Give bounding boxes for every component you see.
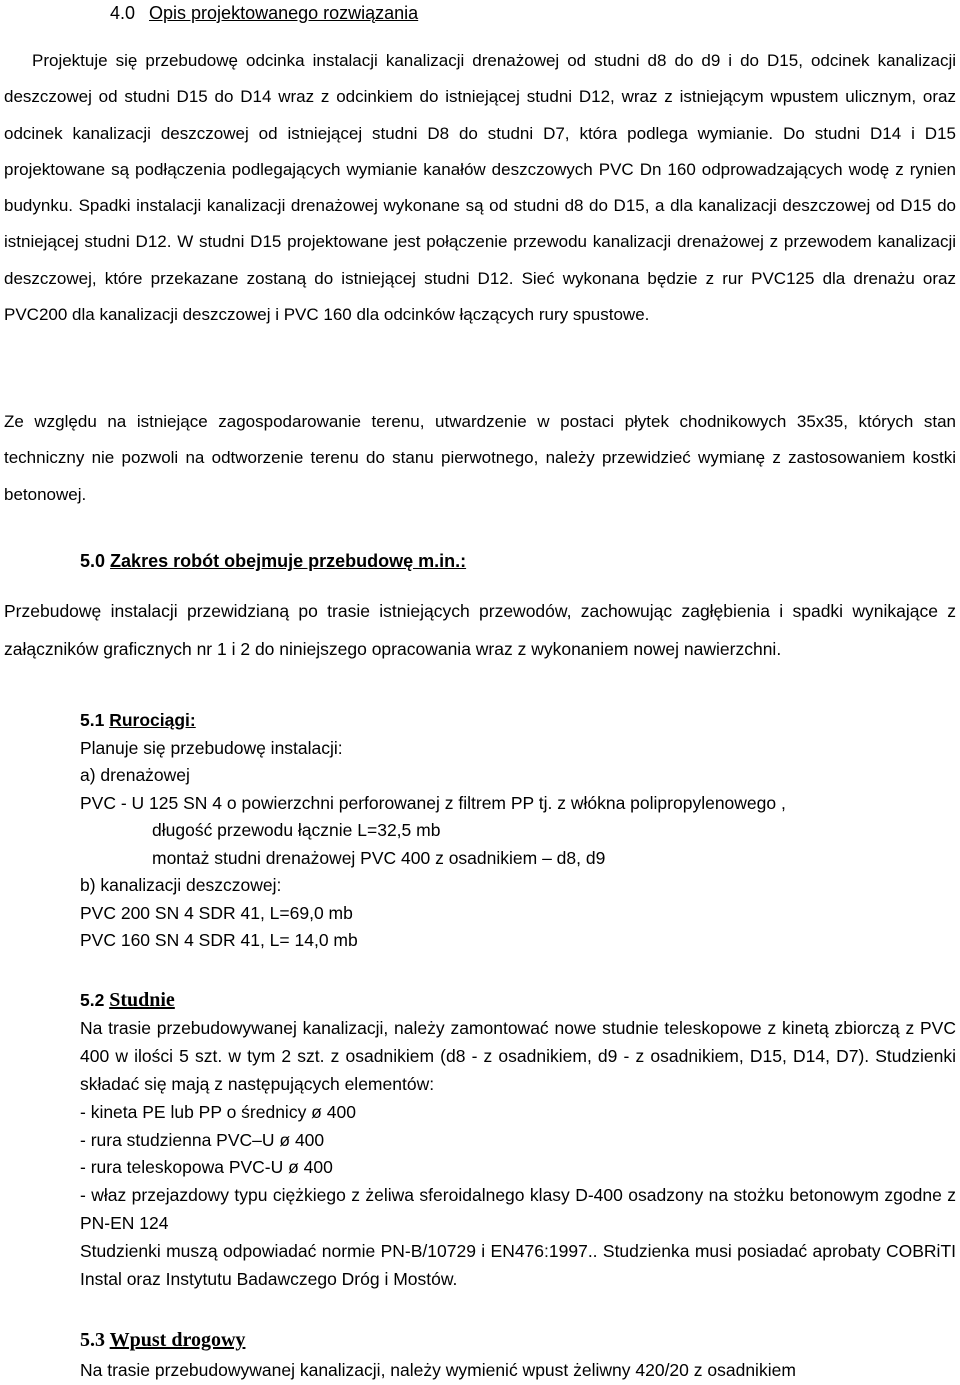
pipe-line-storm: b) kanalizacji deszczowej:: [80, 875, 282, 895]
section-5-title: Zakres robót obejmuje przebudowę m.in.:: [110, 551, 467, 571]
subsection-5-1-heading: [80, 707, 956, 735]
section-5-heading: [80, 549, 466, 573]
pipe-line-drainage: a) drenażowej: [80, 765, 190, 785]
section-5-number: 5.0: [80, 551, 106, 571]
subsection-5-2-title: Studnie: [109, 989, 175, 1011]
subsection-5-3: [80, 1325, 956, 1385]
section-5-intro: Przebudowę instalacji przewidzianą po trasie istniejących przewodów, zachowując zagłębienia i spadki wynikające z załączników graficznych nr 1 i 2 do niniejszego opracowania wraz z wykonaniem nowej nawierzchni.: [4, 601, 956, 659]
manhole-item-riser: - rura studzienna PVC–U ø 400: [80, 1129, 325, 1150]
subsection-5-2-number: 5.2: [80, 990, 105, 1010]
subsection-5-2-heading: [80, 987, 956, 1015]
manhole-item-cover: - właz przejazdowy typu ciężkiego z żeliwa sferoidalnego klasy D-400 osadzony na stożku betonowym zgodne z PN-EN 124: [80, 1185, 956, 1234]
subsection-5-2: [80, 987, 956, 1294]
subsection-5-1: [80, 707, 956, 955]
pipe-line-manhole: montaż studni drenażowej PVC 400 z osadnikiem – d8, d9: [152, 847, 606, 868]
pipe-line-length: długość przewodu łącznie L=32,5 mb: [152, 820, 441, 840]
section-4-paragraph-2: Ze względu na istniejące zagospodarowanie terenu, utwardzenie w postaci płytek chodnikowych 35x35, których stan techniczny nie pozwoli na odtworzenie terenu do stanu pierwotnego, należy przewidzieć wymianę z zastosowaniem kostki betonowej.: [4, 412, 956, 504]
section-4-paragraph-1: Projektuje się przebudowę odcinka instalacji kanalizacji drenażowej od studni d8 do d9 i do D15, odcinek kanalizacji deszczowej od studni D15 do D14 wraz z odcinkiem do istniejącej studni D12, wraz z istniejącym wpustem ulicznym, oraz odcinek kanalizacji deszczowej od istniejącej studni D8 do studni D7, która podlega wymianie. Do studni D14 i D15 projektowane są podłączenia podlegających wymianie kanałów deszczowych PVC Dn 160 odprowadzających wodę z rynien budynku. Spadki instalacji kanalizacji drenażowej wykonane są od studni d8 do D15, a dla kanalizacji deszczowej od D15 do istniejącej studni D12. W studni D15 projektowane jest połączenie przewodu kanalizacji drenażowej z przewodem kanalizacji deszczowej, które przekazane zostaną do istniejącej studni D12. Sieć wykonana będzie z rur PVC125 dla drenażu oraz PVC200 dla kanalizacji deszczowej i PVC 160 dla odcinków łączących rury spustowe.: [4, 51, 956, 325]
subsection-5-1-title: Rurociągi:: [109, 710, 196, 730]
subsection-5-3-title: Wpust drogowy: [109, 1329, 246, 1351]
subsection-5-2-paragraph: Na trasie przebudowywanej kanalizacji, należy zamontować nowe studnie teleskopowe z kinetą zbiorczą z PVC 400 w ilości 5 szt. w tym 2 szt. z osadnikiem (d8 - z osadnikiem, d9 - z osadnikiem, D15, D14, D7). Studzienki składać się mają z następujących elementów:: [80, 1017, 956, 1094]
subsection-5-1-number: 5.1: [80, 710, 105, 730]
section-4-heading: [110, 2, 418, 24]
subsection-5-3-paragraph: Na trasie przebudowywanej kanalizacji, należy wymienić wpust żeliwny 420/20 z osadnikiem: [80, 1360, 796, 1380]
manhole-item-kineta: - kineta PE lub PP o średnicy ø 400: [80, 1101, 356, 1122]
pipe-line-pvc-160: PVC 160 SN 4 SDR 41, L= 14,0 mb: [80, 930, 358, 950]
pipe-line-intro: Planuje się przebudowę instalacji:: [80, 737, 343, 758]
subsection-5-3-number: 5.3: [80, 1329, 105, 1351]
pipe-line-pvc-125: PVC - U 125 SN 4 o powierzchni perforowanej z filtrem PP tj. z włókna polipropylenowego ,: [80, 792, 786, 813]
section-4-number: 4.0: [110, 3, 136, 23]
subsection-5-3-heading: [80, 1325, 956, 1355]
pipe-line-pvc-200: PVC 200 SN 4 SDR 41, L=69,0 mb: [80, 902, 353, 923]
subsection-5-2-closing: Studzienki muszą odpowiadać normie PN-B/10729 i EN476:1997.. Studzienka musi posiadać aprobaty COBRiTI Instal oraz Instytutu Badawczego Dróg i Mostów.: [80, 1241, 956, 1290]
manhole-item-telescopic: - rura teleskopowa PVC-U ø 400: [80, 1157, 333, 1178]
section-4-title: Opis projektowanego rozwiązania: [149, 3, 419, 23]
